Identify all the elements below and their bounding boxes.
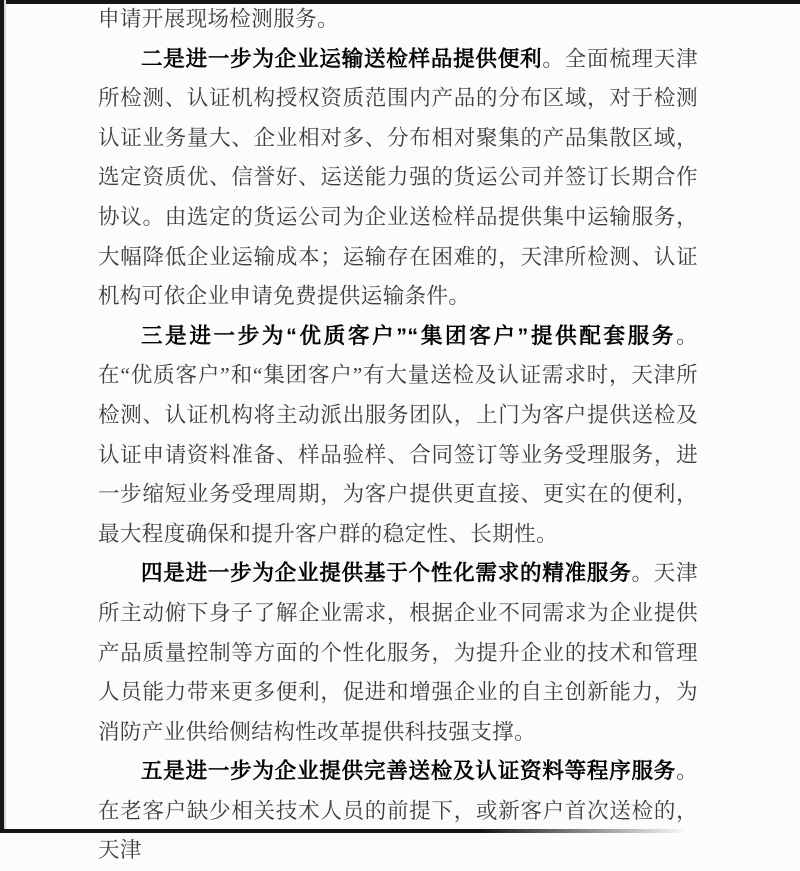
paragraph-body: 。全面梳理天津所检测、认证机构授权资质范围内产品的分布区域，对于检测认证业务量大、企业相对多、分布相对聚集的产品集散区域，选定资质优、信誉好、运送能力强的货运公司并签订长期合作协议。由选定的货运公司为企业送检样品提供集中运输服务，大幅降低企业运输成本；运输存在困难的，天津所检测、认证机构可依企业申请免费提供运输条件。 [98,46,699,309]
paragraph-body: 申请开展现场检测服务。 [98,7,339,31]
paragraph-lead: 四是进一步为企业提供基于个性化需求的精准服务 [141,561,632,586]
document-page [98,0,698,871]
paragraph-item-5 [98,752,698,871]
paragraph-lead: 三是进一步为“优质客户”“集团客户”提供配套服务 [141,323,677,348]
paragraph-item-2 [98,40,698,317]
paragraph-body: 。在老客户缺少相关技术人员的前提下，或新客户首次送检的，天津 [98,759,698,863]
paragraph-body: 。在“优质客户”和“集团客户”有大量送检及认证需求时，天津所检测、认证机构将主动派出服务团队，上门为客户提供送检及认证申请资料准备、样品验样、合同签订等业务受理服务，进一步缩短业务受理周期，为客户提供更直接、更实在的便利，最大程度确保和提升客户群的稳定性、长期性。 [98,323,698,546]
paragraph-item-4 [98,554,698,752]
paragraph-lead: 五是进一步为企业提供完善送检及认证资料等程序服务 [141,759,677,784]
paragraph-item-3 [98,317,698,555]
paragraph-continuation [98,0,698,40]
paragraph-body: 。天津所主动俯下身子了解企业需求，根据企业不同需求为企业提供产品质量控制等方面的个性化服务，为提升企业的技术和管理人员能力带来更多便利，促进和增强企业的自主创新能力，为消防产业供给侧结构性改革提供科技强支撑。 [98,561,698,744]
paragraph-lead: 二是进一步为企业运输送检样品提供便利 [141,46,543,71]
scan-border-left [0,0,4,833]
